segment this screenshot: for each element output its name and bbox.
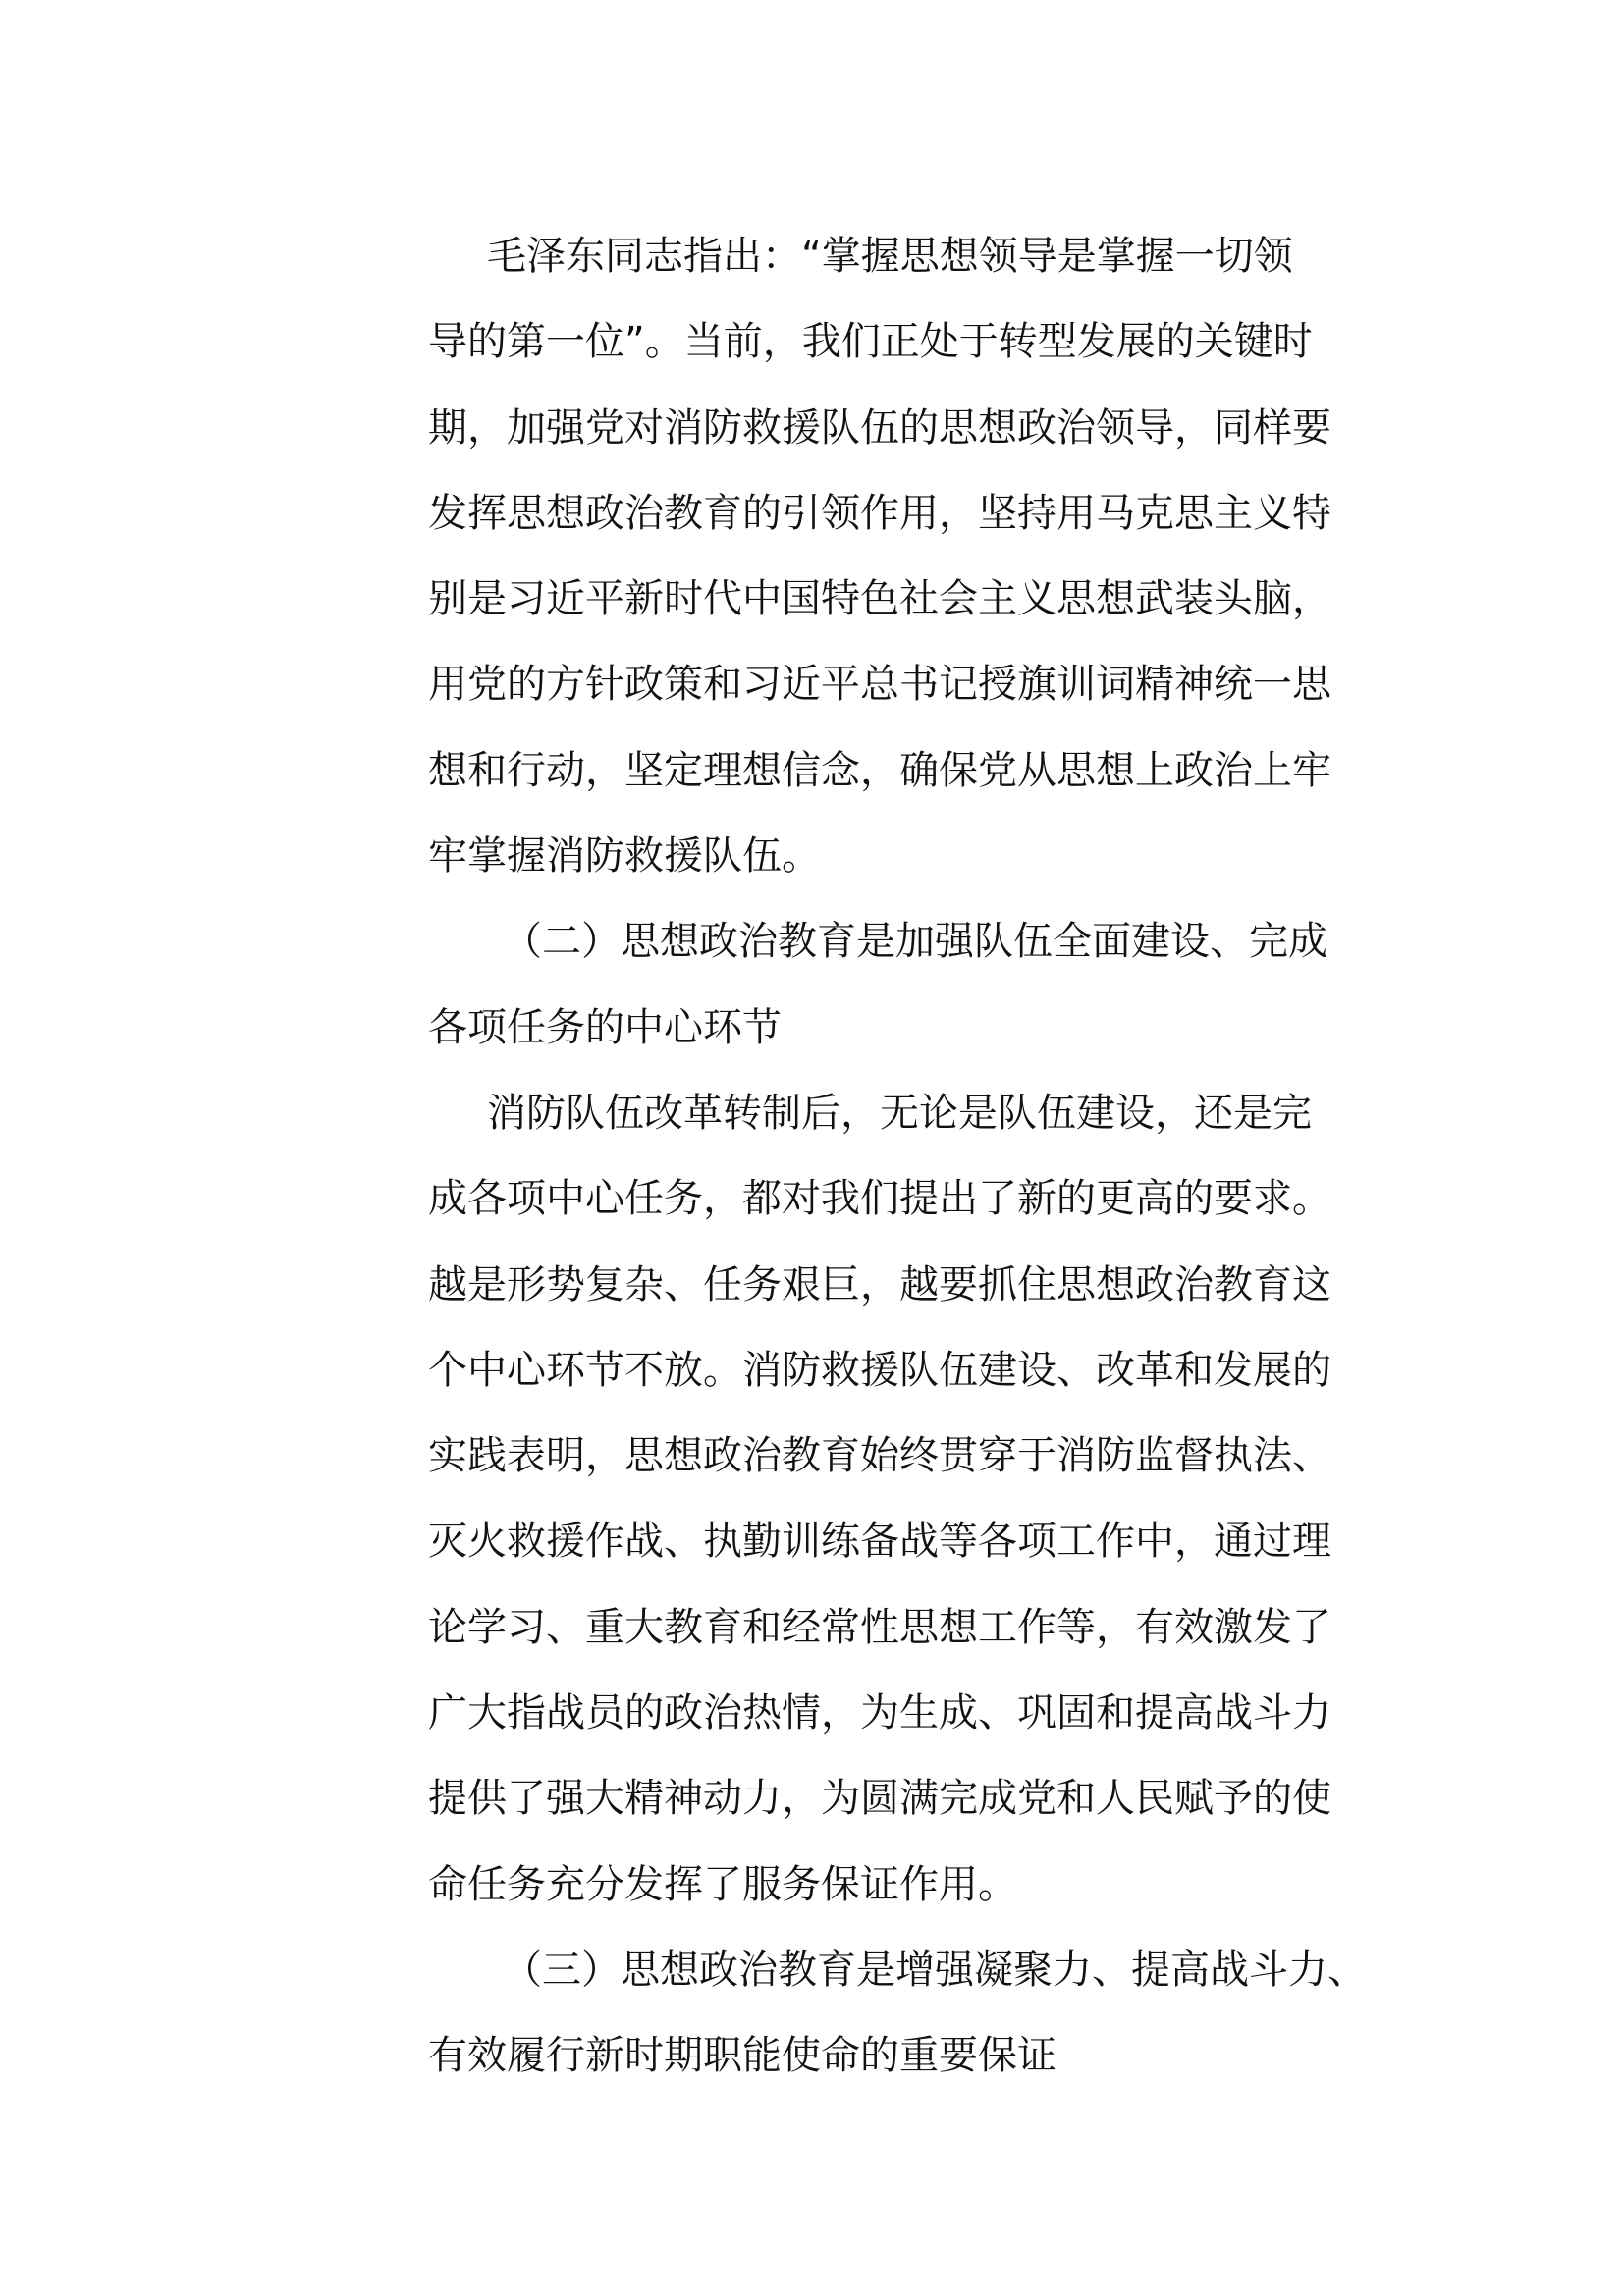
text-line: 个中心环节不放。消防救援队伍建设、改革和发展的 [428, 1347, 1331, 1393]
text-line: 各项任务的中心环节 [428, 1004, 782, 1050]
text-line: 灭火救援作战、执勤训练备战等各项工作中，通过理 [428, 1519, 1331, 1565]
text-line: 想和行动，坚定理想信念，确保党从思想上政治上牢 [428, 747, 1331, 793]
text-line: 越是形势复杂、任务艰巨，越要抓住思想政治教育这 [428, 1261, 1331, 1308]
text-line: 毛泽东同志指出：“掌握思想领导是掌握一切领 [487, 234, 1293, 279]
text-line: 实践表明，思想政治教育始终贯穿于消防监督执法、 [428, 1433, 1331, 1479]
text-line: （二）思想政治教育是加强队伍全面建设、完成 [503, 919, 1327, 965]
text-line: 命任务充分发挥了服务保证作用。 [428, 1861, 1017, 1907]
section-heading [428, 899, 1327, 1071]
body-paragraph [428, 1071, 1331, 1928]
text-line: 期，加强党对消防救援队伍的思想政治领导，同样要 [428, 404, 1331, 451]
text-line: 论学习、重大教育和经常性思想工作等，有效激发了 [428, 1604, 1331, 1650]
text-line: 别是习近平新时代中国特色社会主义思想武装头脑， [428, 576, 1331, 622]
text-line: 有效履行新时期职能使命的重要保证 [428, 2033, 1056, 2079]
text-line: 发挥思想政治教育的引领作用，坚持用马克思主义特 [428, 490, 1331, 536]
text-line: 消防队伍改革转制后，无论是队伍建设，还是完 [487, 1090, 1312, 1136]
body-paragraph [428, 214, 1331, 899]
text-line: 成各项中心任务，都对我们提出了新的更高的要求。 [428, 1176, 1331, 1222]
text-line: 用党的方针政策和习近平总书记授旗训词精神统一思 [428, 662, 1331, 708]
text-line: 广大指战员的政治热情，为生成、巩固和提高战斗力 [428, 1690, 1331, 1736]
text-line: 牢掌握消防救援队伍。 [428, 833, 821, 880]
text-line: 提供了强大精神动力，为圆满完成党和人民赋予的使 [428, 1776, 1331, 1822]
document-page [428, 214, 1367, 2100]
text-line: 导的第一位”。当前，我们正处于转型发展的关键时 [428, 319, 1313, 365]
section-heading [428, 1928, 1367, 2100]
text-line: （三）思想政治教育是增强凝聚力、提高战斗力、 [503, 1947, 1367, 1993]
